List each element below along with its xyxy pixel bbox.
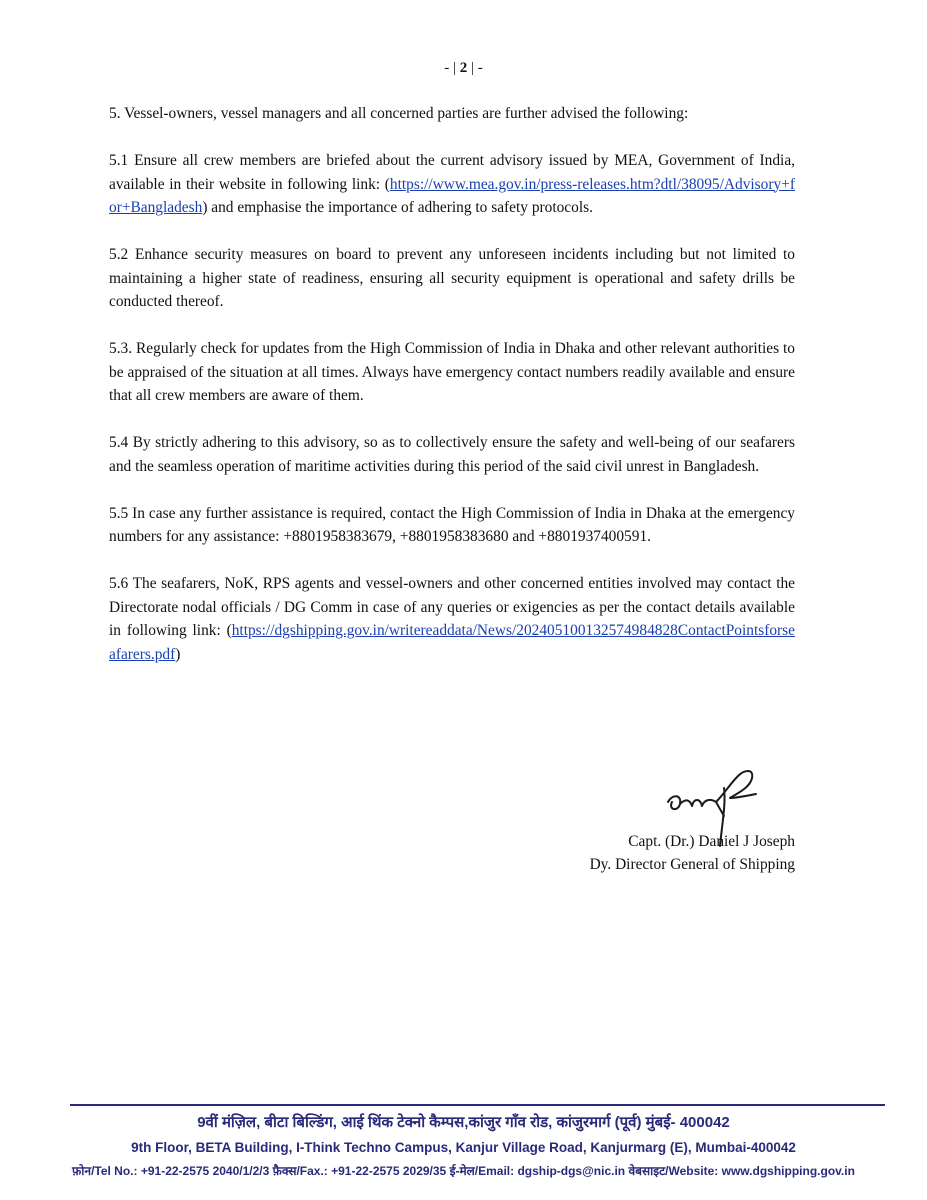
page-number-prefix: - | [444,60,460,76]
page-number [0,60,927,77]
footer-contact-line: फ़ोन/Tel No.: +91-22-2575 2040/1/2/3 फ़ैक्स/Fax.: +91-22-2575 2029/35 ई-मेल/Email: dgship-dgs@nic.in वेबसाइट/Website: www.dgshipping.gov.in [72,1164,855,1178]
footer-divider [70,1104,885,1106]
signatory-name: Capt. (Dr.) Daniel J Joseph [628,833,795,850]
letter-body [109,102,795,690]
paragraph-5-3: 5.3. Regularly check for updates from the High Commission of India in Dhaka and other relevant authorities to be appraised of the situation at all times. Always have emergency contact numbers readily available and ensure that all crew members are aware of them. [109,340,795,404]
paragraph-5-6-text-b: ) [175,645,181,663]
footer-english-address: 9th Floor, BETA Building, I-Think Techno Campus, Kanjur Village Road, Kanjurmarg (E), Mumbai-400042 [131,1140,796,1155]
paragraph-5-5: 5.5 In case any further assistance is required, contact the High Commission of India in Dhaka at the emergency numbers for any assistance: +8801958383679, +8801958383680 and +8801937400591. [109,504,795,545]
page-number-suffix: | - [467,60,483,76]
footer-hindi-address: 9वीं मंज़िल, बीटा बिल्डिंग, आई थिंक टेक्नो कैम्पस,कांजुर गाँव रोड, कांजुरमार्ग (पूर्व) मुंबई- 400042 [197,1114,730,1131]
paragraph-5-4: 5.4 By strictly adhering to this advisory, so as to collectively ensure the safety and well-being of our seafarers and the seamless operation of maritime activities during this period of the said civil unrest in Bangladesh. [109,434,795,475]
mea-advisory-link[interactable]: https://www.mea.gov.in/press-releases.htm?dtl/38095/Advisory+for+Bangladesh [109,175,795,216]
paragraph-5-1-text-a: 5.1 Ensure all crew members are briefed about the current advisory issued by MEA, Government of India, available in their website in following link: ( [109,152,795,193]
paragraph-5-6 [109,572,795,666]
paragraph-5-6-text-a: 5.6 The seafarers, NoK, RPS agents and vessel-owners and other concerned entities involved may contact the Directorate nodal officials / DG Comm in case of any queries or exigencies as per the contact details available in following link: ( [109,575,795,639]
signatory-designation: Dy. Director General of Shipping [589,856,795,873]
contact-points-link[interactable]: https://dgshipping.gov.in/writereaddata/News/202405100132574984828ContactPointsforseafarers.pdf [109,622,795,663]
signature-block [540,830,795,876]
paragraph-5: 5. Vessel-owners, vessel managers and all concerned parties are further advised the following: [109,105,689,122]
page-number-value: 2 [459,60,468,76]
paragraph-5-1 [109,149,795,220]
paragraph-5-1-text-b: ) and emphasise the importance of adhering to safety protocols. [202,199,593,216]
paragraph-5-2: 5.2 Enhance security measures on board to prevent any unforeseen incidents including but not limited to maintaining a higher state of readiness, ensuring all security equipment is operational and safety drills be conducted thereof. [109,246,795,310]
